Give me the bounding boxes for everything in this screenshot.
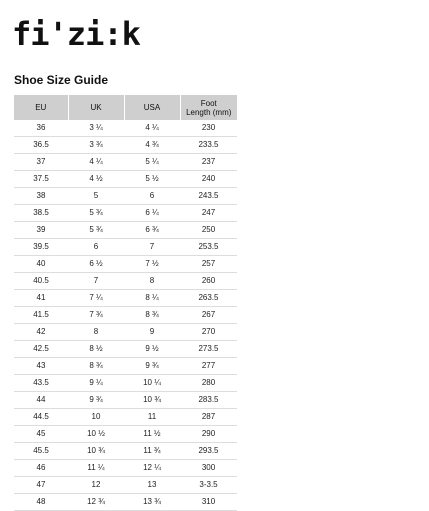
page-title: Shoe Size Guide [14,73,109,87]
eu-size-cell: 48 [14,494,68,511]
eu-size-cell: 42 [14,324,68,341]
uk-size-cell: 4 ¼ [68,154,124,171]
usa-size-cell: 11 ½ [124,426,180,443]
uk-size-cell: 9 ¾ [68,392,124,409]
header-usa: USA [124,95,180,120]
uk-size-cell: 7 ¼ [68,290,124,307]
usa-size-cell: 10 ¼ [124,375,180,392]
foot-length-cell: 267 [180,307,237,324]
table-row [14,460,237,477]
foot-length-cell: 257 [180,256,237,273]
header-foot-length [180,95,237,120]
uk-size-cell: 7 ¾ [68,307,124,324]
eu-size-cell: 37 [14,154,68,171]
header-length-label: Length (mm) [186,107,232,117]
eu-size-cell: 39.5 [14,239,68,256]
foot-length-cell: 293.5 [180,443,237,460]
uk-size-cell: 10 ¾ [68,443,124,460]
usa-size-cell: 4 ¾ [124,137,180,154]
table-row [14,358,237,375]
usa-size-cell: 5 ½ [124,171,180,188]
foot-length-cell: 270 [180,324,237,341]
foot-length-cell: 243.5 [180,188,237,205]
usa-size-cell: 6 ¼ [124,205,180,222]
foot-length-cell: 273.5 [180,341,237,358]
eu-size-cell: 37.5 [14,171,68,188]
table-row [14,494,237,511]
uk-size-cell: 6 ½ [68,256,124,273]
foot-length-cell: 283.5 [180,392,237,409]
foot-length-cell: 287 [180,409,237,426]
eu-size-cell: 45.5 [14,443,68,460]
foot-length-cell: 290 [180,426,237,443]
foot-length-cell: 233.5 [180,137,237,154]
usa-size-cell: 8 ¾ [124,307,180,324]
eu-size-cell: 40.5 [14,273,68,290]
usa-size-cell: 9 [124,324,180,341]
table-row [14,341,237,358]
size-table [14,95,237,511]
table-row [14,239,237,256]
eu-size-cell: 44 [14,392,68,409]
table-row [14,375,237,392]
eu-size-cell: 42.5 [14,341,68,358]
usa-size-cell: 5 ¼ [124,154,180,171]
eu-size-cell: 36 [14,120,68,137]
table-row [14,171,237,188]
uk-size-cell: 5 ¾ [68,205,124,222]
uk-size-cell: 10 [68,409,124,426]
table-row [14,477,237,494]
foot-length-cell: 253.5 [180,239,237,256]
uk-size-cell: 5 ¾ [68,222,124,239]
table-row [14,222,237,239]
usa-size-cell: 13 [124,477,180,494]
foot-length-cell: 240 [180,171,237,188]
eu-size-cell: 40 [14,256,68,273]
usa-size-cell: 6 ¾ [124,222,180,239]
usa-size-cell: 11 [124,409,180,426]
foot-length-cell: 277 [180,358,237,375]
eu-size-cell: 41.5 [14,307,68,324]
table-row [14,443,237,460]
eu-size-cell: 36.5 [14,137,68,154]
eu-size-cell: 39 [14,222,68,239]
header-eu: EU [14,95,68,120]
eu-size-cell: 43 [14,358,68,375]
table-row [14,426,237,443]
uk-size-cell: 8 ½ [68,341,124,358]
foot-length-cell: 237 [180,154,237,171]
eu-size-cell: 44.5 [14,409,68,426]
foot-length-cell: 250 [180,222,237,239]
eu-size-cell: 43.5 [14,375,68,392]
table-row [14,290,237,307]
table-row [14,392,237,409]
foot-length-cell: 260 [180,273,237,290]
table-row [14,273,237,290]
header-foot-label: Foot [200,98,217,108]
uk-size-cell: 8 ¾ [68,358,124,375]
foot-length-cell: 247 [180,205,237,222]
uk-size-cell: 11 ¼ [68,460,124,477]
usa-size-cell: 7 ½ [124,256,180,273]
foot-length-cell: 310 [180,494,237,511]
usa-size-cell: 10 ¾ [124,392,180,409]
usa-size-cell: 8 [124,273,180,290]
usa-size-cell: 8 ¼ [124,290,180,307]
eu-size-cell: 47 [14,477,68,494]
table-row [14,188,237,205]
usa-size-cell: 9 ½ [124,341,180,358]
eu-size-cell: 41 [14,290,68,307]
usa-size-cell: 12 ¼ [124,460,180,477]
uk-size-cell: 12 [68,477,124,494]
brand-logo: fi'zi:k [12,15,140,53]
usa-size-cell: 4 ¼ [124,120,180,137]
table-row [14,205,237,222]
usa-size-cell: 9 ¾ [124,358,180,375]
uk-size-cell: 12 ¾ [68,494,124,511]
eu-size-cell: 45 [14,426,68,443]
table-row [14,409,237,426]
table-row [14,256,237,273]
uk-size-cell: 6 [68,239,124,256]
usa-size-cell: 6 [124,188,180,205]
size-table-body [14,120,237,511]
uk-size-cell: 10 ½ [68,426,124,443]
uk-size-cell: 5 [68,188,124,205]
foot-length-cell: 263.5 [180,290,237,307]
uk-size-cell: 9 ¼ [68,375,124,392]
table-row [14,324,237,341]
usa-size-cell: 13 ¾ [124,494,180,511]
usa-size-cell: 7 [124,239,180,256]
foot-length-cell: 3-3.5 [180,477,237,494]
foot-length-cell: 280 [180,375,237,392]
uk-size-cell: 8 [68,324,124,341]
header-uk: UK [68,95,124,120]
usa-size-cell: 11 ¾ [124,443,180,460]
foot-length-cell: 300 [180,460,237,477]
table-row [14,154,237,171]
table-row [14,137,237,154]
foot-length-cell: 230 [180,120,237,137]
table-header-row [14,95,237,120]
eu-size-cell: 38 [14,188,68,205]
table-row [14,307,237,324]
eu-size-cell: 38.5 [14,205,68,222]
table-row [14,120,237,137]
eu-size-cell: 46 [14,460,68,477]
uk-size-cell: 3 ¼ [68,120,124,137]
uk-size-cell: 3 ¾ [68,137,124,154]
uk-size-cell: 7 [68,273,124,290]
uk-size-cell: 4 ½ [68,171,124,188]
